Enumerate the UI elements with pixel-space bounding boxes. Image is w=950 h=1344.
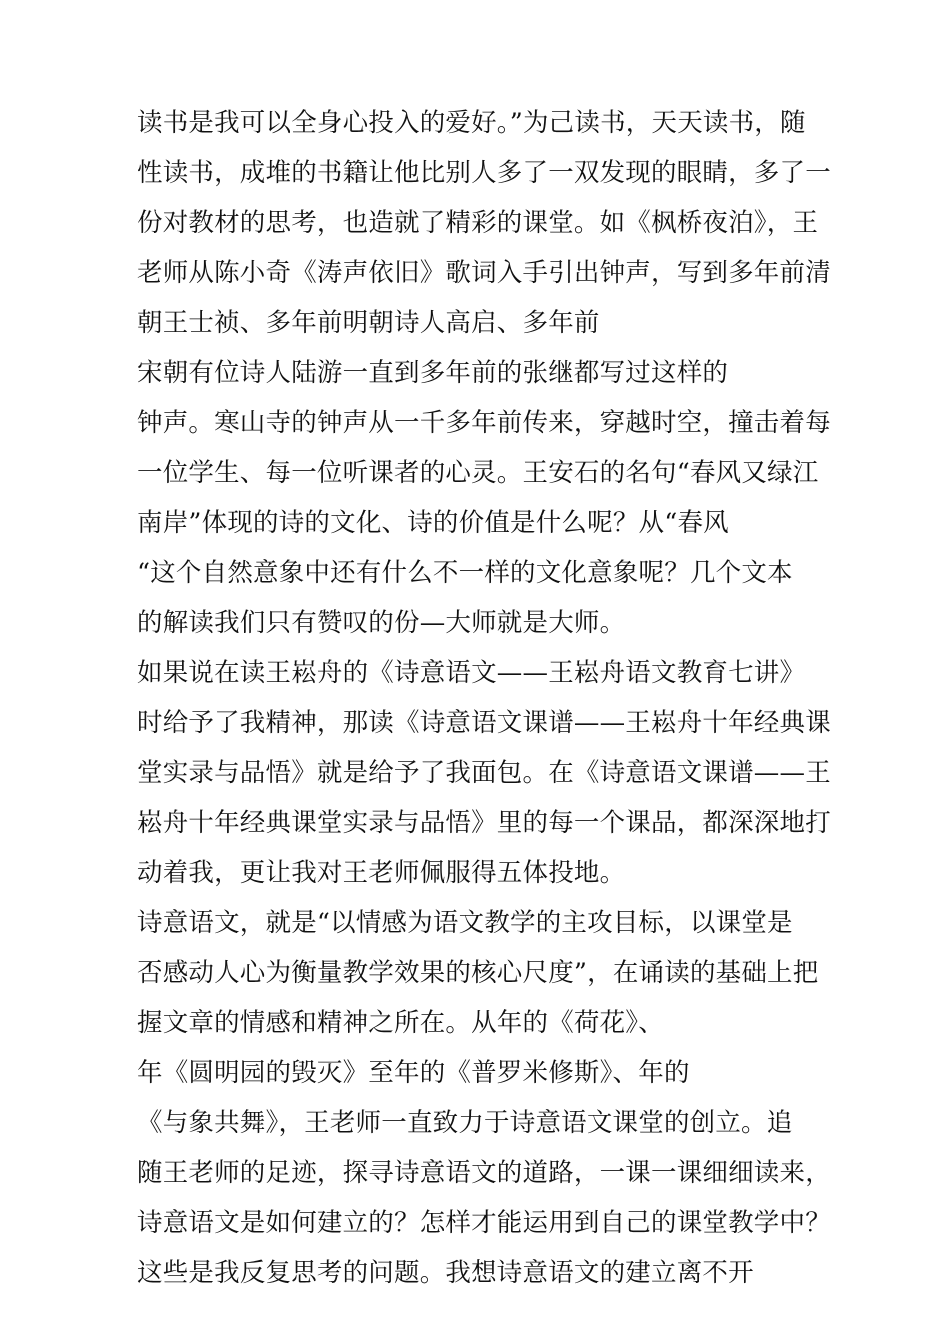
- body-text: [137, 98, 837, 1298]
- text-line: 时给予了我精神，那读《诗意语文课谱——王崧舟十年经典课: [137, 708, 831, 738]
- text-line: 的解读我们只有赞叹的份—大师就是大师。: [137, 608, 626, 638]
- text-line: 份对教材的思考，也造就了精彩的课堂。如《枫桥夜泊》，王: [137, 208, 819, 238]
- text-line: 握文章的情感和精神之所在。从年的《荷花》、: [137, 1008, 664, 1038]
- text-line: 这些是我反复思考的问题。我想诗意语文的建立离不开: [137, 1258, 754, 1288]
- text-line: “这个自然意象中还有什么不一样的文化意象呢？几个文本: [137, 558, 793, 588]
- text-line: 《与象共舞》，王老师一直致力于诗意语文课堂的创立。追: [137, 1108, 793, 1138]
- text-line: 钟声。寒山寺的钟声从一千多年前传来，穿越时空，撞击着每: [137, 408, 831, 438]
- text-line: 否感动人心为衡量教学效果的核心尺度”，在诵读的基础上把: [137, 958, 819, 988]
- text-line: 崧舟十年经典课堂实录与品悟》里的每一个课品，都深深地打: [137, 808, 831, 838]
- text-line: 南岸”体现的诗的文化、诗的价值是什么呢？从“春风: [137, 508, 729, 538]
- text-line: 性读书，成堆的书籍让他比别人多了一双发现的眼睛，多了一: [137, 158, 831, 188]
- text-line: 随王老师的足迹，探寻诗意语文的道路，一课一课细细读来，: [137, 1158, 831, 1188]
- text-line: 宋朝有位诗人陆游一直到多年前的张继都写过这样的: [137, 358, 729, 388]
- text-line: 如果说在读王崧舟的《诗意语文——王崧舟语文教育七讲》: [137, 658, 806, 688]
- text-line: 朝王士祯、多年前明朝诗人高启、多年前: [137, 308, 600, 338]
- text-line: 堂实录与品悟》就是给予了我面包。在《诗意语文课谱——王: [137, 758, 831, 788]
- text-line: 一位学生、每一位听课者的心灵。王安石的名句“春风又绿江: [137, 458, 819, 488]
- text-line: 诗意语文是如何建立的？怎样才能运用到自己的课堂教学中？: [137, 1208, 831, 1238]
- text-line: 诗意语文，就是“以情感为语文教学的主攻目标，以课堂是: [137, 908, 793, 938]
- text-line: 动着我，更让我对王老师佩服得五体投地。: [137, 858, 626, 888]
- text-line: 年《圆明园的毁灭》至年的《普罗米修斯》、年的: [137, 1058, 690, 1088]
- text-line: 读书是我可以全身心投入的爱好。”为己读书，天天读书，随: [137, 108, 806, 138]
- text-line: 老师从陈小奇《涛声依旧》歌词入手引出钟声，写到多年前清: [137, 258, 831, 288]
